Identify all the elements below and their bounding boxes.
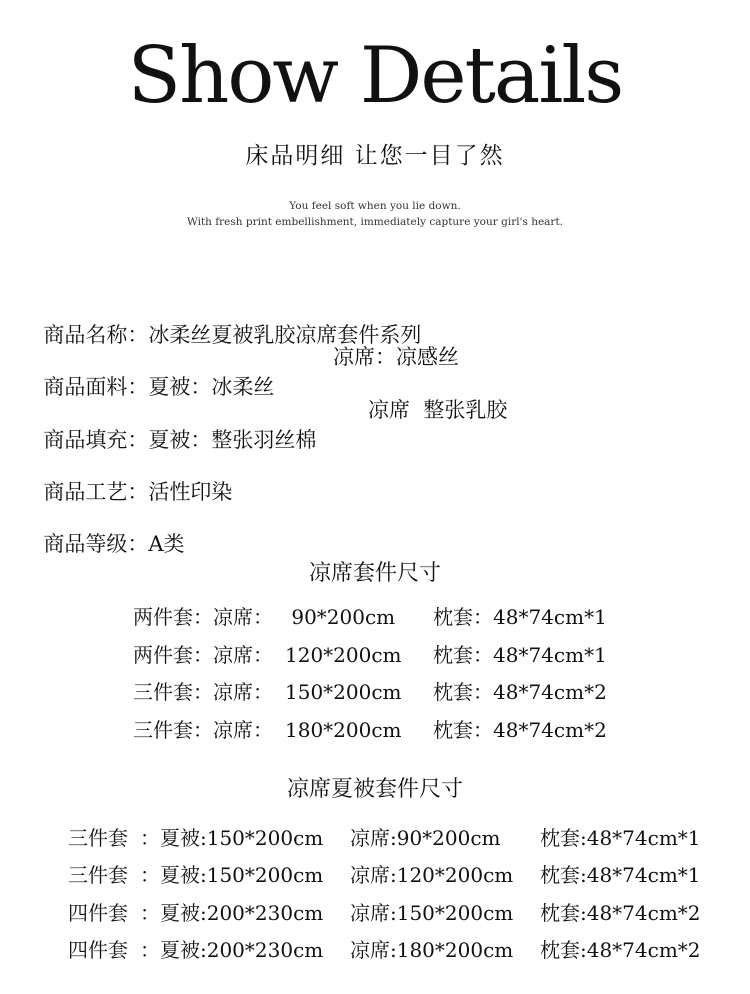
quilt-set-title: 凉席夏被套件尺寸 — [286, 777, 463, 802]
mat-size: 凉席:90*200cm — [350, 826, 501, 850]
mat-size: 180*200cm — [285, 718, 402, 742]
info-value: 活性印染 — [148, 480, 233, 504]
pillow-size: 枕套:48*74cm*1 — [540, 863, 701, 887]
info-value: 夏被：冰柔丝 — [148, 375, 275, 399]
set-label: 两件套：凉席： — [133, 605, 273, 629]
pillow-size: 枕套:48*74cm*2 — [540, 938, 701, 962]
page-title: Show Details — [127, 31, 623, 121]
info-value-secondary: 凉席：凉感丝 — [333, 345, 459, 369]
quilt-size: ：夏被:200*230cm — [140, 938, 324, 962]
mat-set-title: 凉席套件尺寸 — [308, 561, 441, 586]
info-label: 商品名称： — [43, 323, 149, 347]
quilt-size: ：夏被:200*230cm — [140, 901, 324, 925]
set-label: 三件套：凉席： — [133, 718, 273, 742]
info-row-fabric — [30, 342, 274, 402]
pillow-size: 枕套：48*74cm*1 — [433, 643, 607, 667]
pillow-size: 枕套：48*74cm*2 — [433, 718, 607, 742]
info-label: 商品填充： — [43, 428, 149, 452]
info-value: A类 — [148, 532, 185, 556]
pillow-size: 枕套:48*74cm*1 — [540, 826, 701, 850]
set-label: 三件套 — [68, 863, 128, 887]
page-subtitle: 床品明细 让您一目了然 — [245, 143, 505, 169]
info-row-name — [30, 290, 421, 350]
set-label: 三件套：凉席： — [133, 680, 273, 704]
info-value-secondary: 凉席 整张乳胶 — [368, 398, 508, 422]
mat-size: 凉席:150*200cm — [350, 901, 514, 925]
info-value: 夏被：整张羽丝棉 — [148, 428, 317, 452]
set-label: 四件套 — [68, 938, 128, 962]
pillow-size: 枕套：48*74cm*1 — [433, 605, 607, 629]
pillow-size: 枕套:48*74cm*2 — [540, 901, 701, 925]
mat-size: 凉席:120*200cm — [350, 863, 514, 887]
pillow-size: 枕套：48*74cm*2 — [433, 680, 607, 704]
mat-size: 150*200cm — [285, 680, 402, 704]
info-label: 商品工艺： — [43, 480, 149, 504]
set-label: 三件套 — [68, 826, 128, 850]
info-row-craft — [30, 447, 232, 507]
quilt-size: ：夏被:150*200cm — [140, 826, 324, 850]
english-tagline-1: You feel soft when you lie down. — [289, 200, 461, 212]
info-label: 商品面料： — [43, 375, 149, 399]
set-label: 两件套：凉席： — [133, 643, 273, 667]
english-tagline-2: With fresh print embellishment, immediately capture your girl's heart. — [186, 216, 564, 228]
info-row-filling — [30, 395, 316, 455]
mat-size: 90*200cm — [285, 605, 396, 629]
quilt-size: ：夏被:150*200cm — [140, 863, 324, 887]
info-value: 冰柔丝夏被乳胶凉席套件系列 — [148, 323, 422, 347]
mat-size: 120*200cm — [285, 643, 402, 667]
info-row-grade — [30, 499, 185, 559]
set-label: 四件套 — [68, 901, 128, 925]
info-label: 商品等级： — [43, 532, 149, 556]
mat-size: 凉席:180*200cm — [350, 938, 514, 962]
